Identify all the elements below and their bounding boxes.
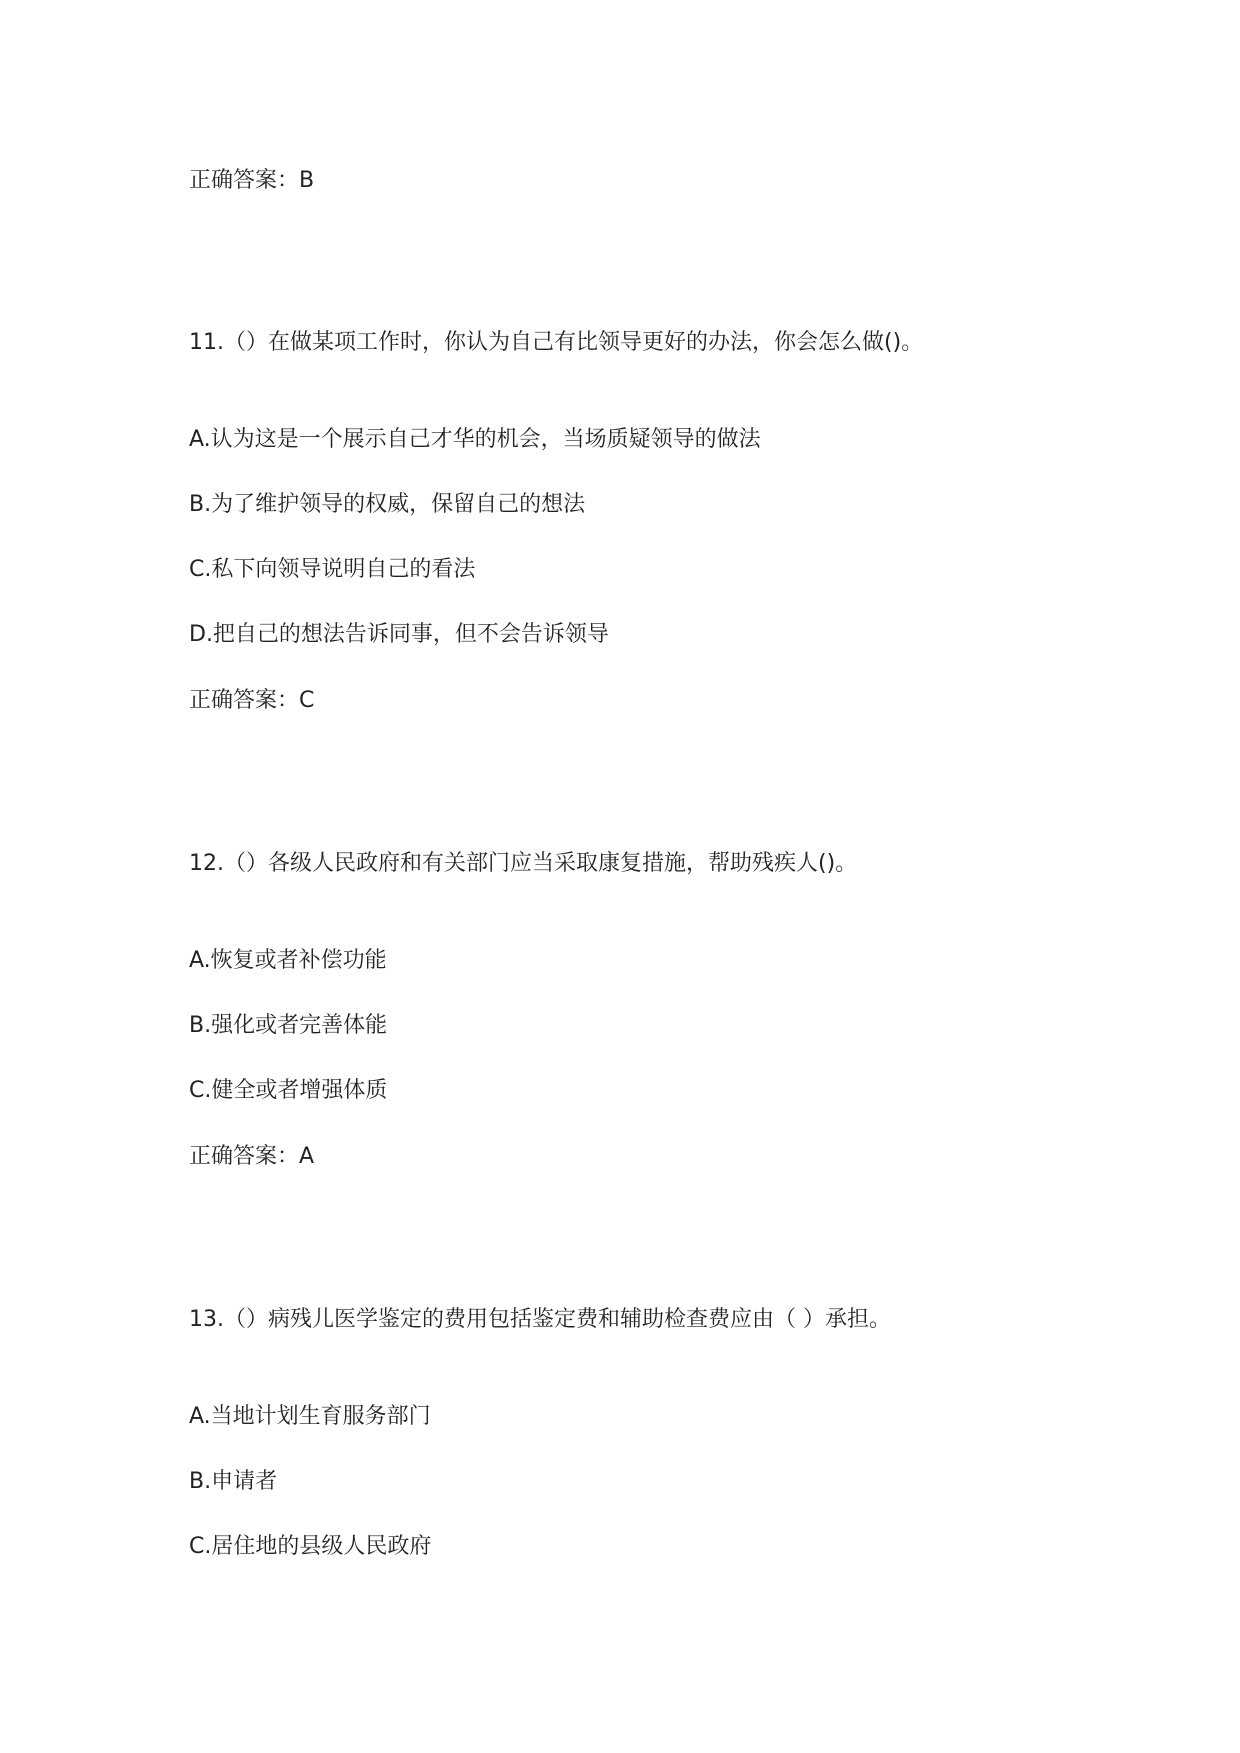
question-13-option-c: C.居住地的县级人民政府 — [189, 1534, 432, 1559]
question-12-answer: 正确答案：A — [189, 1144, 315, 1169]
question-11-option-c: C.私下向领导说明自己的看法 — [189, 557, 476, 582]
question-13-option-a: A.当地计划生育服务部门 — [189, 1404, 431, 1429]
question-12-option-c: C.健全或者增强体质 — [189, 1078, 388, 1103]
question-12-option-a: A.恢复或者补偿功能 — [189, 948, 387, 973]
question-11-option-d: D.把自己的想法告诉同事，但不会告诉领导 — [189, 622, 609, 647]
question-11-option-a: A.认为这是一个展示自己才华的机会，当场质疑领导的做法 — [189, 427, 761, 452]
previous-answer: 正确答案：B — [189, 168, 315, 193]
question-11-answer: 正确答案：C — [189, 688, 315, 713]
question-12-stem: 12.（）各级人民政府和有关部门应当采取康复措施，帮助残疾人()。 — [189, 851, 858, 876]
question-11-stem: 11.（）在做某项工作时，你认为自己有比领导更好的办法，你会怎么做()。 — [189, 330, 924, 355]
question-11-option-b: B.为了维护领导的权威，保留自己的想法 — [189, 492, 586, 517]
question-12-option-b: B.强化或者完善体能 — [189, 1013, 388, 1038]
question-13-stem: 13.（）病残儿医学鉴定的费用包括鉴定费和辅助检查费应由（ ）承担。 — [189, 1307, 891, 1332]
question-13-option-b: B.申请者 — [189, 1469, 278, 1494]
